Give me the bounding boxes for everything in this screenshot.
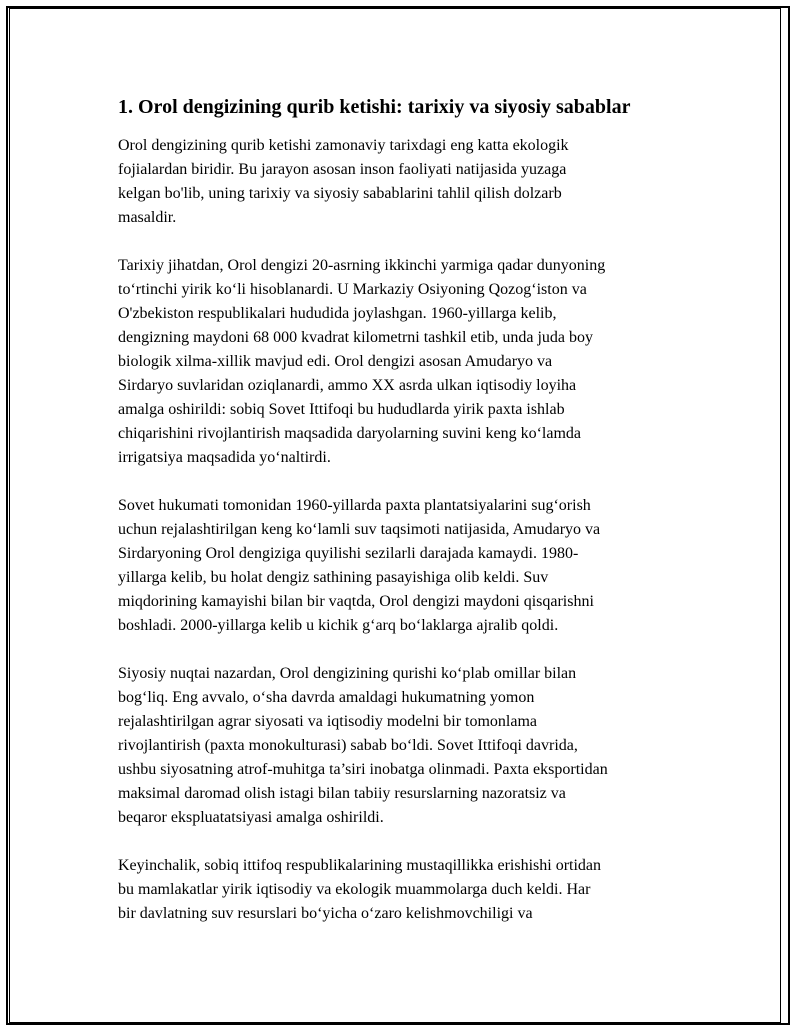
- paragraph-line: Tarixiy jihatdan, Orol dengizi 20-asrning ikkinchi yarmiga qadar dunyoning: [118, 257, 606, 274]
- paragraph-line: Sovet hukumati tomonidan 1960-yillarda paxta plantatsiyalarini sug‘orish: [118, 497, 591, 514]
- paragraph-line: bir davlatning suv resurslari bo‘yicha o‘zaro kelishmovchiligi va: [118, 905, 533, 922]
- paragraph-line: O'zbekiston respublikalari hududida joylashgan. 1960-yillarga kelib,: [118, 305, 557, 322]
- paragraph-line: to‘rtinchi yirik ko‘li hisoblanardi. U Markaziy Osiyoning Qozog‘iston va: [118, 281, 587, 298]
- paragraph-line: rivojlantirish (paxta monokulturasi) sabab bo‘ldi. Sovet Ittifoqi davrida,: [118, 737, 578, 754]
- paragraph: [118, 254, 678, 470]
- paragraph-line: amalga oshirildi: sobiq Sovet Ittifoqi bu hududlarda yirik paxta ishlab: [118, 401, 565, 418]
- paragraph-line: bog‘liq. Eng avvalo, o‘sha davrda amaldagi hukumatning yomon: [118, 689, 535, 706]
- paragraph-line: bu mamlakatlar yirik iqtisodiy va ekologik muammolarga duch keldi. Har: [118, 881, 591, 898]
- paragraph: [118, 662, 678, 830]
- paragraph-list: [118, 134, 678, 926]
- paragraph-line: fojialardan biridir. Bu jarayon asosan inson faoliyati natijasida yuzaga: [118, 161, 567, 178]
- paragraph-line: Keyinchalik, sobiq ittifoq respublikalarining mustaqillikka erishishi ortidan: [118, 857, 602, 874]
- paragraph: [118, 134, 678, 230]
- paragraph-line: Sirdaryo suvlaridan oziqlanardi, ammo XX asrda ulkan iqtisodiy loyiha: [118, 377, 577, 394]
- paragraph-line: yillarga kelib, bu holat dengiz sathining pasayishiga olib keldi. Suv: [118, 569, 549, 586]
- document-body: [118, 94, 678, 950]
- paragraph-line: ushbu siyosatning atrof-muhitga ta’siri inobatga olinmadi. Paxta eksportidan: [118, 761, 608, 778]
- paragraph-line: boshladi. 2000-yillarga kelib u kichik g‘arq bo‘laklarga ajralib qoldi.: [118, 617, 559, 634]
- paragraph-line: dengizning maydoni 68 000 kvadrat kilometrni tashkil etib, unda juda boy: [118, 329, 594, 346]
- paragraph-line: Orol dengizining qurib ketishi zamonaviy tarixdagi eng katta ekologik: [118, 137, 569, 154]
- paragraph: [118, 854, 678, 926]
- paragraph-line: uchun rejalashtirilgan keng ko‘lamli suv taqsimoti natijasida, Amudaryo va: [118, 521, 601, 538]
- paragraph-line: biologik xilma-xillik mavjud edi. Orol dengizi asosan Amudaryo va: [118, 353, 553, 370]
- paragraph-line: Siyosiy nuqtai nazardan, Orol dengizining qurishi ko‘plab omillar bilan: [118, 665, 577, 682]
- paragraph-line: masaldir.: [118, 209, 177, 226]
- paragraph-line: rejalashtirilgan agrar siyosati va iqtisodiy modelni bir tomonlama: [118, 713, 538, 730]
- paragraph-line: beqaror ekspluatatsiyasi amalga oshirildi.: [118, 809, 384, 826]
- paragraph-line: chiqarishini rivojlantirish maqsadida daryolarning suvini keng ko‘lamda: [118, 425, 582, 442]
- section-heading: 1. Orol dengizining qurib ketishi: tarixiy va siyosiy sabablar: [118, 96, 631, 118]
- paragraph-line: kelgan bo'lib, uning tarixiy va siyosiy sabablarini tahlil qilish dolzarb: [118, 185, 562, 202]
- paragraph-line: irrigatsiya maqsadida yo‘naltirdi.: [118, 449, 331, 466]
- paragraph-line: Sirdaryoning Orol dengiziga quyilishi sezilarli darajada kamaydi. 1980-: [118, 545, 579, 562]
- paragraph-line: maksimal daromad olish istagi bilan tabiiy resurslarning nazoratsiz va: [118, 785, 566, 802]
- paragraph-line: miqdorining kamayishi bilan bir vaqtda, Orol dengizi maydoni qisqarishni: [118, 593, 594, 610]
- paragraph: [118, 494, 678, 638]
